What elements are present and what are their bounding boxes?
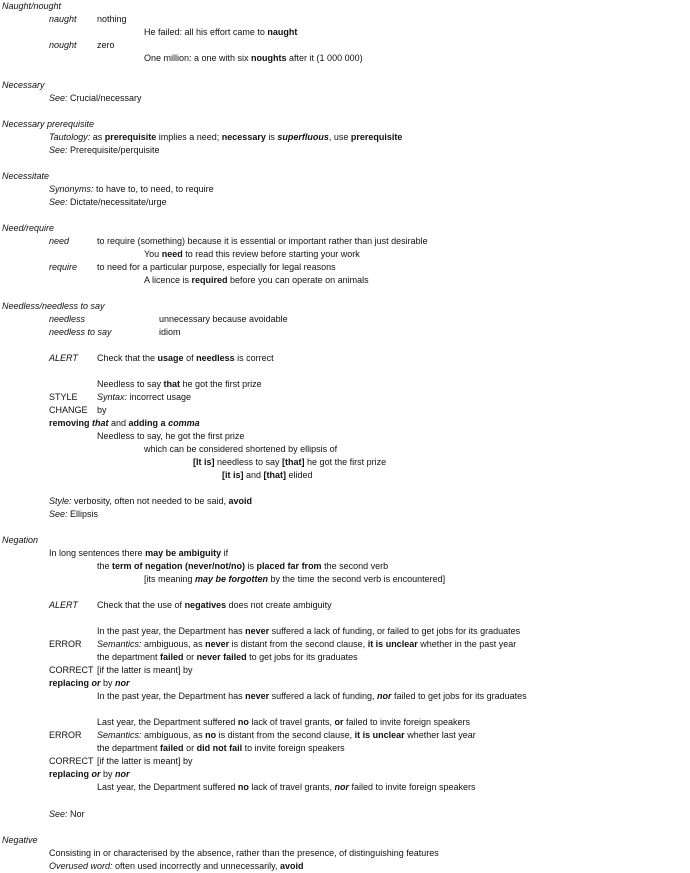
example: In the past year, the Department has never suffered a lack of funding, or failed to get jobs for its graduates bbox=[97, 626, 521, 636]
example: Last year, the Department suffered no lack of travel grants, or failed to invite foreign speakers bbox=[97, 717, 471, 727]
definition: unnecessary because avoidable bbox=[159, 314, 288, 324]
term: naught bbox=[49, 14, 77, 24]
style-note: Style: verbosity, often not needed to be said, avoid bbox=[49, 496, 252, 506]
example: Needless to say, he got the first prize bbox=[97, 431, 245, 441]
paragraph: the term of negation (never/not/no) is placed far from the second verb bbox=[97, 561, 389, 571]
tautology-note: Tautology: as prerequisite implies a need; necessary is superfluous, use prerequisite bbox=[49, 132, 403, 142]
entry-heading-necessary: Necessary bbox=[2, 80, 45, 90]
example: One million: a one with six noughts after it (1 000 000) bbox=[144, 53, 363, 63]
synonyms: Synonyms: to have to, to need, to require bbox=[49, 184, 214, 194]
term: need bbox=[49, 236, 70, 246]
entry-heading-necessitate: Necessitate bbox=[2, 171, 50, 181]
example: He failed: all his effort came to naught bbox=[144, 27, 298, 37]
entry-heading-necessary-prerequisite: Necessary prerequisite bbox=[2, 119, 95, 129]
by-label: by bbox=[97, 405, 107, 415]
definition: to need for a particular purpose, especially for legal reasons bbox=[97, 262, 336, 272]
semantics-note: the department failed or never failed to get jobs for its graduates bbox=[97, 652, 358, 662]
correction-instruction: removing that and adding a comma bbox=[49, 418, 200, 428]
error-label: ERROR bbox=[49, 730, 82, 740]
definition: Consisting in or characterised by the absence, rather than the presence, of distinguishing features bbox=[49, 848, 439, 858]
entry-heading-negation: Negation bbox=[2, 535, 39, 545]
definition: zero bbox=[97, 40, 115, 50]
alert-text: Check that the use of negatives does not create ambiguity bbox=[97, 600, 332, 610]
correct-note: [if the latter is meant] by bbox=[97, 665, 193, 675]
term: needless bbox=[49, 314, 86, 324]
example: A licence is required before you can operate on animals bbox=[144, 275, 369, 285]
correct-label: CORRECT bbox=[49, 756, 94, 766]
semantics-note: Semantics: ambiguous, as no is distant from the second clause, it is unclear whether last year bbox=[97, 730, 476, 740]
see-also: See: Ellipsis bbox=[49, 509, 99, 519]
alert-label: ALERT bbox=[49, 353, 78, 363]
example: Needless to say that he got the first prize bbox=[97, 379, 262, 389]
example: Last year, the Department suffered no lack of travel grants, nor failed to invite foreign speakers bbox=[97, 782, 476, 792]
correction-instruction: replacing or by nor bbox=[49, 678, 130, 688]
semantics-note: the department failed or did not fail to invite foreign speakers bbox=[97, 743, 345, 753]
example: In the past year, the Department has never suffered a lack of funding, nor failed to get jobs for its graduates bbox=[97, 691, 527, 701]
change-label: CHANGE bbox=[49, 405, 88, 415]
entry-heading-need-require: Need/require bbox=[2, 223, 55, 233]
overused-note: Overused word: often used incorrectly and unnecessarily, avoid bbox=[49, 861, 304, 871]
style-label: STYLE bbox=[49, 392, 78, 402]
ellipsis-note: which can be considered shortened by ellipsis of bbox=[144, 444, 338, 454]
example: You need to read this review before starting your work bbox=[144, 249, 360, 259]
definition: nothing bbox=[97, 14, 127, 24]
paragraph: In long sentences there may be ambiguity if bbox=[49, 548, 229, 558]
correction-instruction: replacing or by nor bbox=[49, 769, 130, 779]
entry-heading-negative: Negative bbox=[2, 835, 38, 845]
paragraph: [its meaning may be forgotten by the time the second verb is encountered] bbox=[144, 574, 446, 584]
correct-note: [if the latter is meant] by bbox=[97, 756, 193, 766]
semantics-note: Semantics: ambiguous, as never is distant from the second clause, it is unclear whether in the past year bbox=[97, 639, 517, 649]
see-also: See: Prerequisite/perquisite bbox=[49, 145, 160, 155]
see-also: See: Nor bbox=[49, 809, 85, 819]
definition: to require (something) because it is essential or important rather than just desirable bbox=[97, 236, 428, 246]
correct-label: CORRECT bbox=[49, 665, 94, 675]
ellipsis-example: [It is] needless to say [that] he got the first prize bbox=[193, 457, 387, 467]
term: nought bbox=[49, 40, 77, 50]
syntax-note: Syntax: incorrect usage bbox=[97, 392, 192, 402]
ellipsis-example: [it is] and [that] elided bbox=[222, 470, 313, 480]
definition: idiom bbox=[159, 327, 181, 337]
alert-text: Check that the usage of needless is correct bbox=[97, 353, 274, 363]
term: require bbox=[49, 262, 78, 272]
see-also: See: Crucial/necessary bbox=[49, 93, 142, 103]
see-also: See: Dictate/necessitate/urge bbox=[49, 197, 167, 207]
alert-label: ALERT bbox=[49, 600, 78, 610]
term: needless to say bbox=[49, 327, 112, 337]
entry-heading-naught: Naught/nought bbox=[2, 1, 62, 11]
entry-heading-needless: Needless/needless to say bbox=[2, 301, 105, 311]
error-label: ERROR bbox=[49, 639, 82, 649]
